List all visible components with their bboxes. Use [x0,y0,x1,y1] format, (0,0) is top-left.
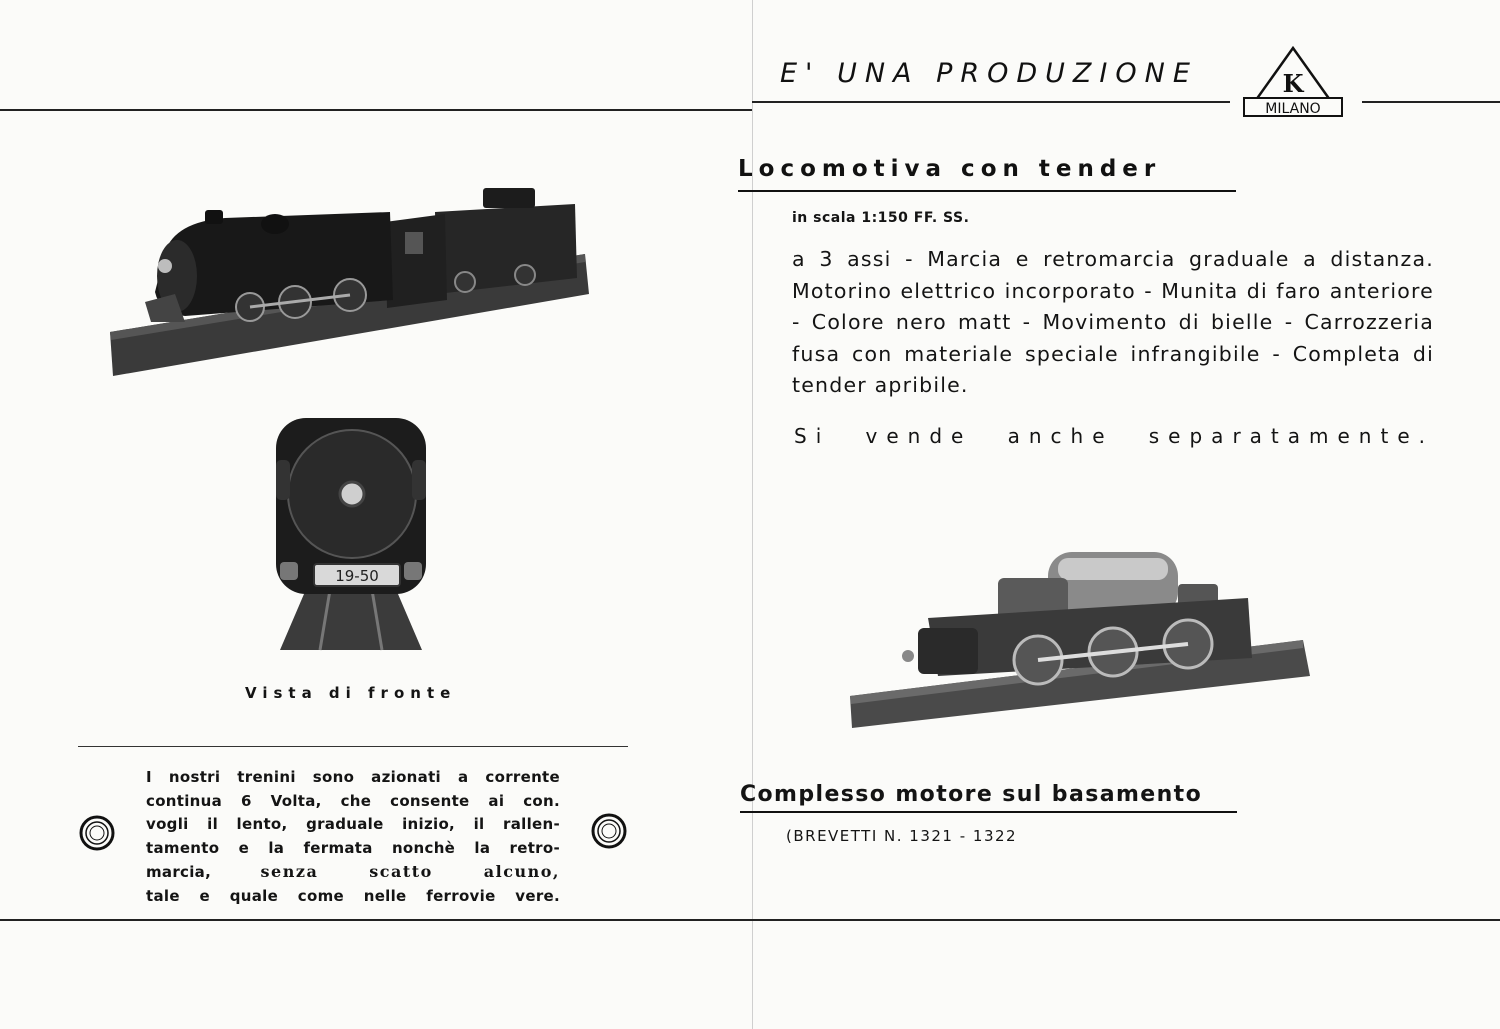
sale-word-2: vende [865,424,973,448]
patent-numbers: (BREVETTI N. 1321 - 1322 [786,827,1018,845]
sale-word-3: anche [1007,424,1114,448]
top-rule-far-right [1362,101,1500,103]
note-emphasis: senza scatto alcuno, [260,862,560,881]
note-line-4: tamento e la fermata nonchè la retro- [146,838,560,857]
current-note [146,766,560,908]
production-heading: E' UNA PRODUZIONE [780,58,1198,89]
motor-title-underline [740,811,1237,813]
note-line-3: vogli il lento, graduale inizio, il rallen- [146,815,560,833]
note-line-5 [146,860,560,885]
number-plate: 19-50 [335,567,379,585]
top-rule-right [752,101,1230,103]
note-line-2: continua 6 Volta, che consente ai con. [146,791,560,810]
ring-icon-right [590,812,628,850]
note-line-6: tale e quale come nelle ferrovie vere. [146,886,560,905]
logo-letter: K [1282,69,1304,98]
ring-icon-left [78,814,116,852]
motor-title: Complesso motore sul basamento [740,782,1203,807]
front-view-photo [270,410,432,658]
logo-city: MILANO [1265,101,1321,117]
bottom-rule [0,919,1500,921]
sale-note [794,424,1434,448]
motor-assembly-photo [848,548,1338,728]
product-description: a 3 assi - Marcia e retromarcia graduale a distanza. Motorino elettrico incorporato - Munita di faro anteriore - Colore nero matt - Movimento di bielle - Carrozzeria fusa con materiale speciale infrangibile - Completa di tender apribile. [792,247,1434,397]
k-milano-logo [1240,46,1346,120]
page-fold [752,0,753,1029]
sale-word-1: Si [794,424,831,448]
scale-text: in scala 1:150 FF. SS. [792,210,970,226]
title-underline [738,190,1236,192]
top-rule-left [0,109,752,111]
note-line-1: I nostri trenini sono azionati a corrente [146,768,560,786]
sale-word-4: separatamente. [1148,424,1434,448]
note-divider [78,746,628,747]
note-line-5-start: marcia, [146,863,212,881]
product-title: Locomotiva con tender [738,156,1162,182]
locomotive-photo [105,182,591,378]
front-view-caption: Vista di fronte [245,684,457,702]
